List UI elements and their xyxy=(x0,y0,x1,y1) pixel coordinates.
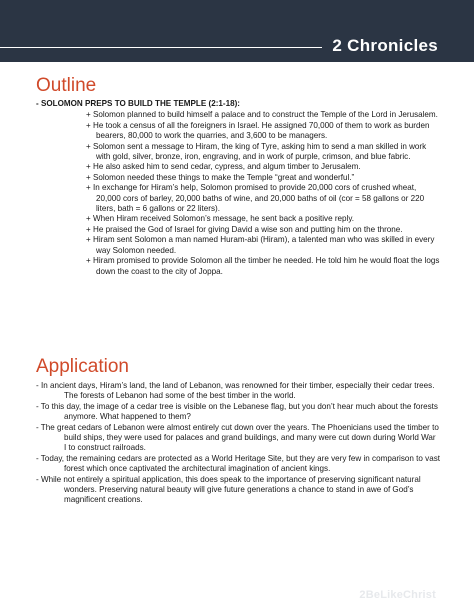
outline-group-title: - SOLOMON PREPS TO BUILD THE TEMPLE (2:1-18): xyxy=(36,99,241,108)
brand-watermark: 2BeLikeChrist xyxy=(359,589,436,601)
outline-section xyxy=(36,99,440,277)
application-item: - Today, the remaining cedars are protected as a World Heritage Site, but they are very few in comparison to vast forest which once captivated the architectural imagination of ancient kings. xyxy=(36,453,440,474)
outline-item: + Solomon sent a message to Hiram, the king of Tyre, asking him to send a man skilled in work with gold, silver, bronze, iron, engraving, and in work of purple, crimson, and blue fabric. xyxy=(86,141,427,162)
header-divider-line xyxy=(0,47,322,48)
outline-item: + He praised the God of Israel for giving David a wise son and putting him on the throne. xyxy=(86,224,403,234)
outline-item: + Hiram promised to provide Solomon all the timber he needed. He told him he would float the logs down the coast to the city of Joppa. xyxy=(86,256,440,276)
application-item: - The great cedars of Lebanon were almost entirely cut down over the years. The Phoenicians used the timber to build ships, they were used for palaces and grand buildings, and many were cut down during World War I to construct railroads. xyxy=(36,422,439,453)
header-band xyxy=(0,0,474,62)
outline-item: + Solomon planned to build himself a palace and to construct the Temple of the Lord in Jerusalem. xyxy=(86,110,438,120)
outline-list xyxy=(36,110,440,277)
outline-item: + He also asked him to send cedar, cypress, and algum timber to Jerusalem. xyxy=(86,162,361,172)
outline-heading: Outline xyxy=(36,75,97,96)
outline-item: + When Hiram received Solomon’s message, he sent back a positive reply. xyxy=(86,214,355,224)
application-item: - To this day, the image of a cedar tree is visible on the Lebanese flag, but you don’t hear much about the forests anymore. What happened to them? xyxy=(36,401,438,422)
application-section xyxy=(36,381,440,506)
outline-item: + In exchange for Hiram’s help, Solomon promised to provide 20,000 cors of crushed wheat, 20,000 cors of barley, 20,000 baths of wine, and 20,000 baths of oil (cor = 58 gallons or 220 liters, bath = 6 gallons or 22 liters). xyxy=(86,183,425,214)
outline-item: + Hiram sent Solomon a man named Huram-abi (Hiram), a talented man who was skilled in every way Solomon needed. xyxy=(86,235,435,255)
application-list xyxy=(36,381,440,506)
page-title: 2 Chronicles xyxy=(332,36,438,55)
application-item: - While not entirely a spiritual application, this does speak to the importance of preserving significant natural wonders. Preserving natural beauty will give future generations a chance to stand in awe of God’s magnificent creations. xyxy=(36,474,421,505)
outline-item: + He took a census of all the foreigners in Israel. He assigned 70,000 of them to work as burden bearers, 80,000 to work the quarries, and 3,600 to be managers. xyxy=(86,120,430,141)
outline-item: + Solomon needed these things to make the Temple “great and wonderful.” xyxy=(86,172,355,182)
application-heading: Application xyxy=(36,356,129,377)
application-item: - In ancient days, Hiram’s land, the land of Lebanon, was renowned for their timber, especially their cedar trees. The forests of Lebanon had some of the best timber in the world. xyxy=(36,381,435,401)
